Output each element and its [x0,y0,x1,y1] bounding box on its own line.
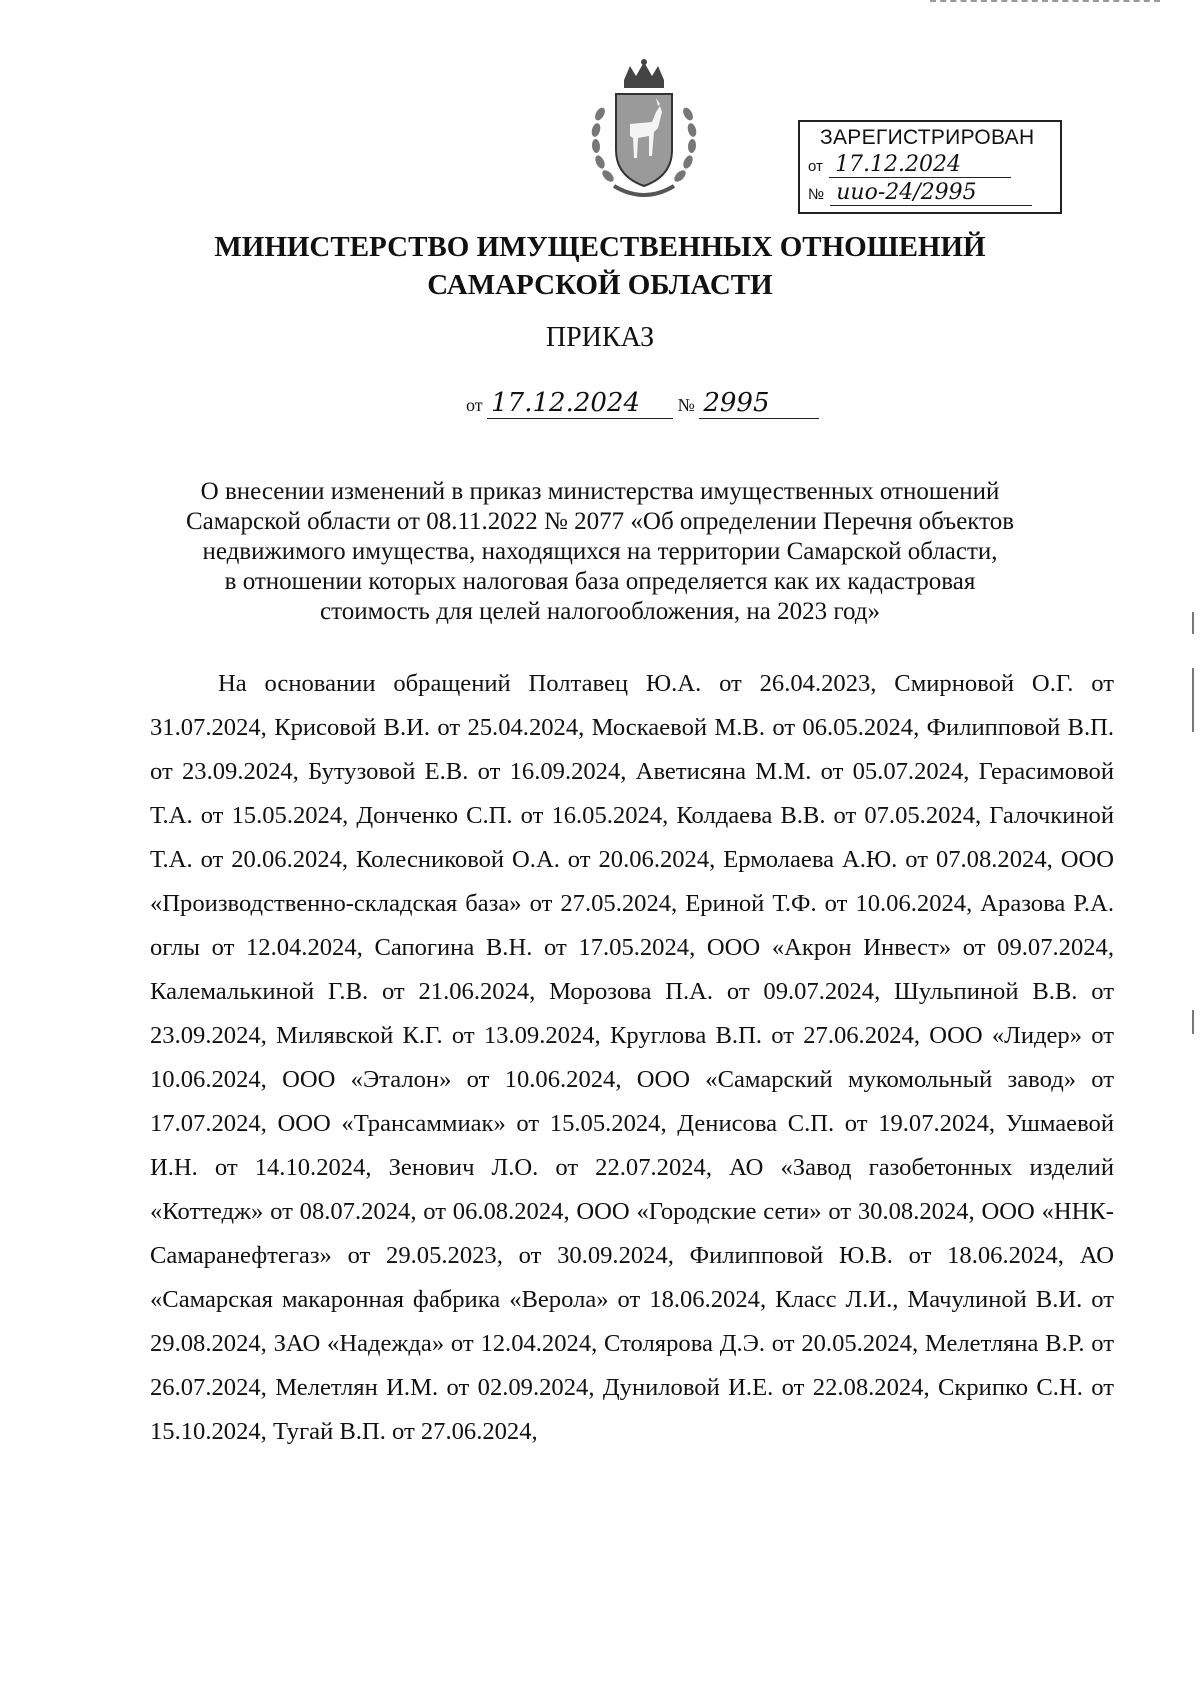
order-title: ПРИКАЗ [545,322,655,353]
coat-of-arms-emblem [586,58,702,208]
scan-artifact [1192,668,1194,732]
subject-line: Самарской области от 08.11.2022 № 2077 «Об определении Перечня объектов [185,508,1015,535]
order-subject [140,477,1060,627]
scan-artifact [1192,612,1194,634]
order-number-handwritten: 2995 [699,388,819,419]
stamp-date-prefix: от [808,158,823,175]
subject-line: недвижимого имущества, находящихся на территории Самарской области, [202,538,998,565]
order-date-prefix: от [466,395,483,415]
stamp-date-handwritten: 17.12.2024 [829,152,1011,178]
body-paragraph: На основании обращений Полтавец Ю.А. от 26.04.2023, Смирновой О.Г. от 31.07.2024, Крисовой В.И. от 25.04.2024, Москаевой М.В. от 06.05.2024, Филипповой В.П. от 23.09.2024, Бутузовой Е.В. от 16.09.2024, Аветисяна М.М. от 05.07.2024, Герасимовой Т.А. от 15.05.2024, Донченко С.П. от 16.05.2024, Колдаева В.В. от 07.05.2024, Галочкиной Т.А. от 20.06.2024, Колесниковой О.А. от 20.06.2024, Ермолаева А.Ю. от 07.08.2024, ООО «Производственно-складская база» от 27.05.2024, Ериной Т.Ф. от 10.06.2024, Аразова Р.А. оглы от 12.04.2024, Сапогина В.Н. от 17.05.2024, ООО «Акрон Инвест» от 09.07.2024, Калемалькиной Г.В. от 21.06.2024, Морозова П.А. от 09.07.2024, Шульпиной В.В. от 23.09.2024, Милявской К.Г. от 13.09.2024, Круглова В.П. от 27.06.2024, ООО «Лидер» от 10.06.2024, ООО «Эталон» от 10.06.2024, ООО «Самарский мукомольный завод» от 17.07.2024, ООО «Трансаммиак» от 15.05.2024, Денисова С.П. от 19.07.2024, Ушмаевой И.Н. от 14.10.2024, Зенович Л.О. от 22.07.2024, АО «Завод газобетонных изделий «Коттедж» от 08.07.2024, от 06.08.2024, ООО «Городские сети» от 30.08.2024, ООО «ННК-Самаранефтегаз» от 29.05.2023, от 30.09.2024, Филипповой Ю.В. от 18.06.2024, АО «Самарская макаронная фабрика «Верола» от 18.06.2024, Класс Л.И., Мачулиной В.И. от 29.08.2024, ЗАО «Надежда» от 12.04.2024, Столярова Д.Э. от 20.05.2024, Мелетляна В.Р. от 26.07.2024, Мелетлян И.М. от 02.09.2024, Дуниловой И.Е. от 22.08.2024, Скрипко С.Н. от 15.10.2024, Тугай В.П. от 27.06.2024, [150,670,1114,1445]
subject-line: О внесении изменений в приказ министерства имущественных отношений [200,478,1000,505]
order-number-prefix: № [677,395,695,415]
registration-stamp [798,120,1062,214]
order-date-handwritten: 17.12.2024 [487,388,673,419]
order-date-line [466,388,819,419]
stamp-date-row [808,152,1011,178]
subject-line: стоимость для целей налогообложения, на 2023 год» [320,598,880,625]
stamp-title: ЗАРЕГИСТРИРОВАН [820,126,1035,149]
subject-line: в отношении которых налоговая база определяется как их кадастровая [224,568,976,595]
scan-artifact [930,0,1160,5]
ministry-heading-line1: МИНИСТЕРСТВО ИМУЩЕСТВЕННЫХ ОТНОШЕНИЙ [214,231,986,263]
stamp-number-row [808,180,1032,206]
stamp-number-prefix: № [808,186,825,203]
scan-artifact [1192,1010,1194,1034]
stamp-number-handwritten: иио-24/2995 [830,180,1032,206]
ministry-heading-line2: САМАРСКОЙ ОБЛАСТИ [427,269,773,301]
